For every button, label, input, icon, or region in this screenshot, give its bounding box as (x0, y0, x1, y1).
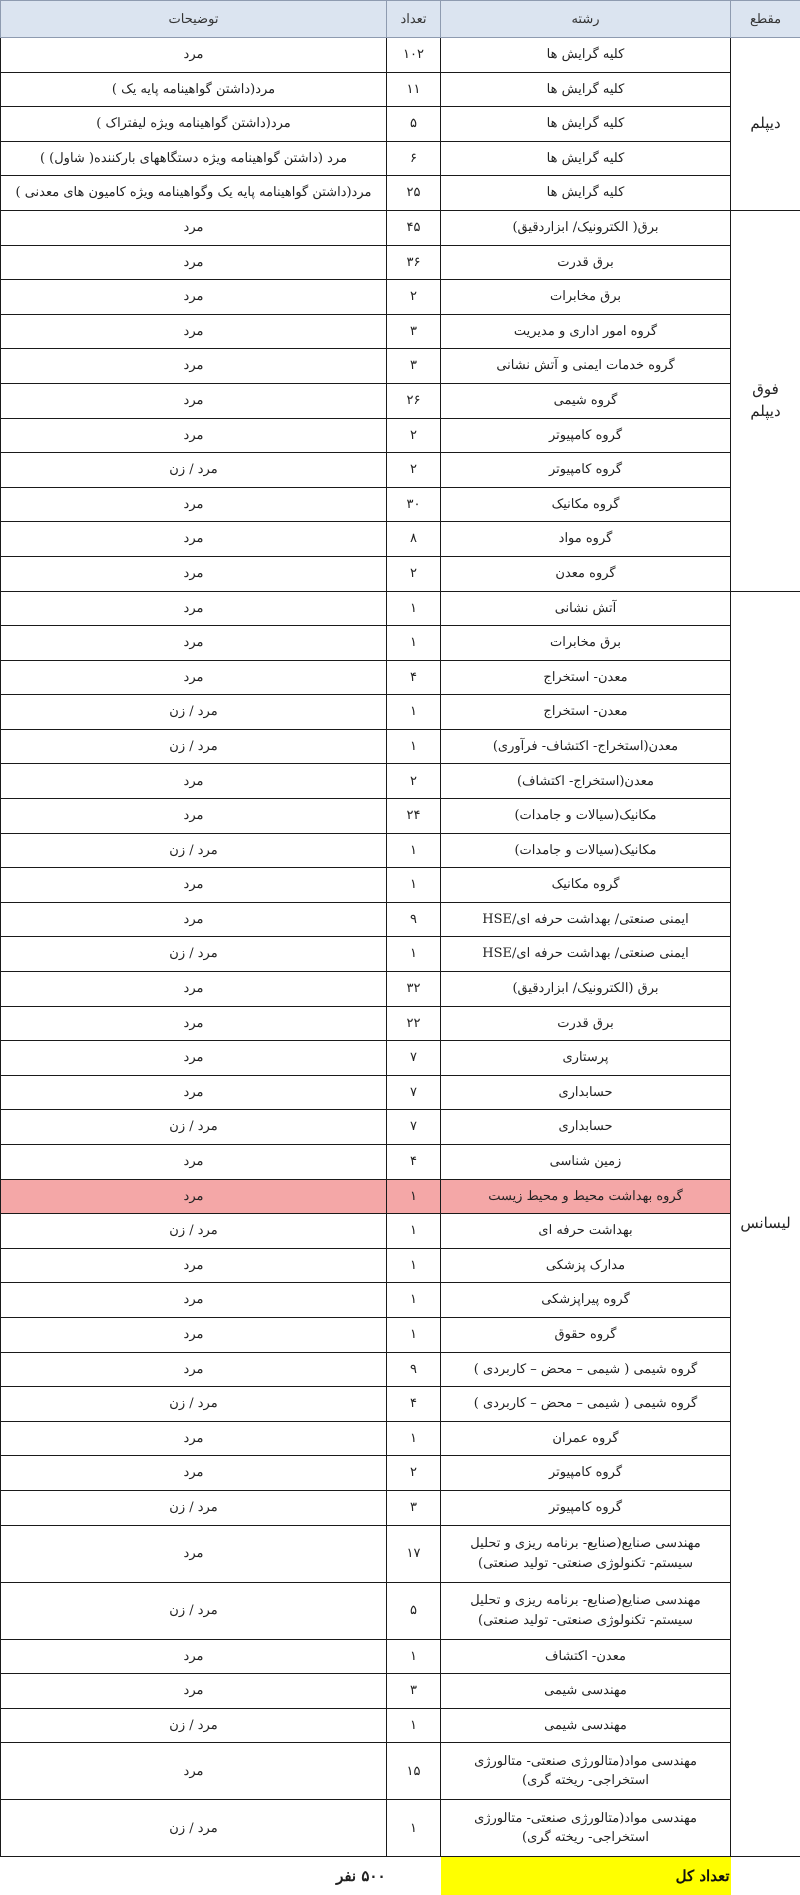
major-cell: گروه خدمات ایمنی و آتش نشانی (441, 349, 731, 384)
table-row (1, 314, 800, 349)
table-row (1, 1582, 800, 1639)
description-cell: مرد (1, 210, 387, 245)
major-cell: کلیه گرایش ها (441, 176, 731, 211)
description-cell: مرد (1, 1075, 387, 1110)
major-cell: بهداشت حرفه ای (441, 1214, 731, 1249)
description-cell: مرد (1, 1006, 387, 1041)
description-cell: مرد (1, 1421, 387, 1456)
table-row (1, 176, 800, 211)
description-cell: مرد / زن (1, 1214, 387, 1249)
table-row (1, 1525, 800, 1582)
table-row (1, 1317, 800, 1352)
level-cell: لیسانس (731, 591, 800, 1857)
description-cell: مرد (1, 1317, 387, 1352)
description-cell: مرد (1, 1525, 387, 1582)
total-level-spacer (731, 1857, 800, 1895)
major-cell: مهندسی صنایع(صنایع- برنامه ریزی و تحلیل سیستم- تکنولوژی صنعتی- تولید صنعتی) (441, 1582, 731, 1639)
description-cell: مرد (1, 902, 387, 937)
count-cell: ۱ (387, 868, 441, 903)
description-cell: مرد (1, 799, 387, 834)
count-cell: ۸ (387, 522, 441, 557)
major-cell: گروه پیراپزشکی (441, 1283, 731, 1318)
count-cell: ۱ (387, 1639, 441, 1674)
table-row (1, 868, 800, 903)
major-cell: گروه مکانیک (441, 868, 731, 903)
description-cell: مرد / زن (1, 1800, 387, 1857)
count-cell: ۱ (387, 695, 441, 730)
table-row (1, 1674, 800, 1709)
major-cell: کلیه گرایش ها (441, 107, 731, 142)
count-cell: ۷ (387, 1075, 441, 1110)
table-row (1, 1179, 800, 1214)
table-row (1, 141, 800, 176)
description-cell: مرد (1, 1674, 387, 1709)
count-cell: ۶ (387, 141, 441, 176)
total-value: ۵۰۰ نفر (1, 1857, 387, 1895)
count-cell: ۷ (387, 1041, 441, 1076)
description-cell: مرد (1, 1743, 387, 1800)
major-cell: گروه امور اداری و مدیریت (441, 314, 731, 349)
description-cell: مرد (داشتن گواهینامه ویژه دستگاههای بارکننده( شاول) ) (1, 141, 387, 176)
major-cell: معدن(استخراج- اکتشاف- فرآوری) (441, 729, 731, 764)
count-cell: ۲ (387, 556, 441, 591)
major-cell: گروه کامپیوتر (441, 453, 731, 488)
major-cell: زمین شناسی (441, 1145, 731, 1180)
major-cell: گروه شیمی ( شیمی – محض – کاربردی ) (441, 1352, 731, 1387)
major-cell: معدن- استخراج (441, 695, 731, 730)
table-row (1, 280, 800, 315)
count-cell: ۳۲ (387, 972, 441, 1007)
count-cell: ۲ (387, 453, 441, 488)
count-cell: ۱ (387, 729, 441, 764)
major-cell: آتش نشانی (441, 591, 731, 626)
table-row (1, 487, 800, 522)
major-cell: گروه شیمی (441, 383, 731, 418)
description-cell: مرد (1, 487, 387, 522)
description-cell: مرد (1, 1041, 387, 1076)
major-cell: برق قدرت (441, 245, 731, 280)
major-cell: ایمنی صنعتی/ بهداشت حرفه ای/HSE (441, 902, 731, 937)
count-cell: ۱ (387, 1179, 441, 1214)
description-cell: مرد (1, 1456, 387, 1491)
major-cell: گروه شیمی ( شیمی – محض – کاربردی ) (441, 1387, 731, 1422)
table-row (1, 72, 800, 107)
table-row (1, 1145, 800, 1180)
total-row (1, 1857, 800, 1895)
table-row (1, 418, 800, 453)
major-cell: کلیه گرایش ها (441, 72, 731, 107)
table-row (1, 937, 800, 972)
description-cell: مرد (1, 314, 387, 349)
major-cell: کلیه گرایش ها (441, 38, 731, 73)
table-footer (1, 1857, 800, 1895)
count-cell: ۲ (387, 764, 441, 799)
table-row (1, 1075, 800, 1110)
table-row (1, 1006, 800, 1041)
table-row (1, 1800, 800, 1857)
table-row (1, 107, 800, 142)
count-cell: ۲۴ (387, 799, 441, 834)
table-row (1, 1421, 800, 1456)
description-cell: مرد (1, 418, 387, 453)
total-count-spacer (387, 1857, 441, 1895)
description-cell: مرد (1, 383, 387, 418)
count-cell: ۵ (387, 107, 441, 142)
description-cell: مرد / زن (1, 1490, 387, 1525)
description-cell: مرد / زن (1, 453, 387, 488)
count-cell: ۱۱ (387, 72, 441, 107)
table-row (1, 1110, 800, 1145)
level-cell: دیپلم (731, 38, 800, 211)
table-row (1, 695, 800, 730)
count-cell: ۱۰۲ (387, 38, 441, 73)
description-cell: مرد / زن (1, 1582, 387, 1639)
major-cell: برق قدرت (441, 1006, 731, 1041)
count-cell: ۳ (387, 349, 441, 384)
table-row (1, 1214, 800, 1249)
description-cell: مرد (1, 522, 387, 557)
description-cell: مرد / زن (1, 833, 387, 868)
description-cell: مرد (1, 245, 387, 280)
header-count: تعداد (387, 1, 441, 38)
major-cell: مهندسی صنایع(صنایع- برنامه ریزی و تحلیل سیستم- تکنولوژی صنعتی- تولید صنعتی) (441, 1525, 731, 1582)
description-cell: مرد (1, 660, 387, 695)
major-cell: مدارک پزشکی (441, 1248, 731, 1283)
table-row (1, 556, 800, 591)
count-cell: ۹ (387, 902, 441, 937)
table-row (1, 1743, 800, 1800)
major-cell: پرستاری (441, 1041, 731, 1076)
description-cell: مرد / زن (1, 695, 387, 730)
description-cell: مرد / زن (1, 729, 387, 764)
count-cell: ۹ (387, 1352, 441, 1387)
description-cell: مرد / زن (1, 1387, 387, 1422)
table-row (1, 1639, 800, 1674)
table-row (1, 245, 800, 280)
table-row (1, 1041, 800, 1076)
description-cell: مرد(داشتن گواهینامه ویژه لیفتراک ) (1, 107, 387, 142)
level-cell: فوق دیپلم (731, 210, 800, 591)
count-cell: ۱ (387, 1248, 441, 1283)
description-cell: مرد (1, 764, 387, 799)
count-cell: ۲ (387, 280, 441, 315)
description-cell: مرد / زن (1, 937, 387, 972)
description-cell: مرد (1, 556, 387, 591)
count-cell: ۲۶ (387, 383, 441, 418)
description-cell: مرد (1, 1283, 387, 1318)
description-cell: مرد(داشتن گواهینامه پایه یک ) (1, 72, 387, 107)
header-description: توضیحات (1, 1, 387, 38)
major-cell: برق (الکترونیک/ ابزاردقیق) (441, 972, 731, 1007)
major-cell: مکانیک(سیالات و جامدات) (441, 799, 731, 834)
count-cell: ۷ (387, 1110, 441, 1145)
description-cell: مرد (1, 1145, 387, 1180)
major-cell: گروه معدن (441, 556, 731, 591)
count-cell: ۳ (387, 314, 441, 349)
major-cell: برق( الکترونیک/ ابزاردقیق) (441, 210, 731, 245)
description-cell: مرد (1, 38, 387, 73)
major-cell: گروه مواد (441, 522, 731, 557)
table-row (1, 1283, 800, 1318)
count-cell: ۲ (387, 418, 441, 453)
table-row (1, 1387, 800, 1422)
table-header (1, 1, 800, 38)
table-row (1, 522, 800, 557)
table-row (1, 660, 800, 695)
major-cell: مهندسی شیمی (441, 1708, 731, 1743)
description-cell: مرد(داشتن گواهینامه پایه یک وگواهینامه ویژه کامیون های معدنی ) (1, 176, 387, 211)
description-cell: مرد (1, 280, 387, 315)
major-cell: گروه کامپیوتر (441, 1456, 731, 1491)
table-row (1, 210, 800, 245)
description-cell: مرد (1, 972, 387, 1007)
count-cell: ۱ (387, 1214, 441, 1249)
description-cell: مرد (1, 1248, 387, 1283)
description-cell: مرد / زن (1, 1110, 387, 1145)
table-row (1, 38, 800, 73)
major-cell: برق مخابرات (441, 626, 731, 661)
count-cell: ۴ (387, 1387, 441, 1422)
major-cell: مهندسی شیمی (441, 1674, 731, 1709)
count-cell: ۱ (387, 1421, 441, 1456)
count-cell: ۲۵ (387, 176, 441, 211)
description-cell: مرد (1, 591, 387, 626)
count-cell: ۱ (387, 1317, 441, 1352)
count-cell: ۱۵ (387, 1743, 441, 1800)
major-cell: مهندسی مواد(متالورژی صنعتی- متالورژی استخراجی- ریخته گری) (441, 1800, 731, 1857)
count-cell: ۲۲ (387, 1006, 441, 1041)
count-cell: ۱ (387, 937, 441, 972)
major-cell: برق مخابرات (441, 280, 731, 315)
header-level: مقطع (731, 1, 800, 38)
description-cell: مرد (1, 349, 387, 384)
count-cell: ۴ (387, 660, 441, 695)
major-cell: معدن(استخراج- اکتشاف) (441, 764, 731, 799)
description-cell: مرد (1, 1352, 387, 1387)
major-cell: گروه بهداشت محیط و محیط زیست (441, 1179, 731, 1214)
major-cell: گروه مکانیک (441, 487, 731, 522)
major-cell: معدن- اکتشاف (441, 1639, 731, 1674)
count-cell: ۱ (387, 1283, 441, 1318)
major-cell: مکانیک(سیالات و جامدات) (441, 833, 731, 868)
table-row (1, 799, 800, 834)
table-row (1, 972, 800, 1007)
count-cell: ۱۷ (387, 1525, 441, 1582)
table-row (1, 383, 800, 418)
table-row (1, 902, 800, 937)
major-cell: کلیه گرایش ها (441, 141, 731, 176)
major-cell: گروه کامپیوتر (441, 1490, 731, 1525)
count-cell: ۱ (387, 1708, 441, 1743)
major-cell: مهندسی مواد(متالورژی صنعتی- متالورژی استخراجی- ریخته گری) (441, 1743, 731, 1800)
header-major: رشته (441, 1, 731, 38)
count-cell: ۳۰ (387, 487, 441, 522)
table-row (1, 349, 800, 384)
major-cell: ایمنی صنعتی/ بهداشت حرفه ای/HSE (441, 937, 731, 972)
major-cell: گروه عمران (441, 1421, 731, 1456)
count-cell: ۱ (387, 1800, 441, 1857)
major-cell: گروه کامپیوتر (441, 418, 731, 453)
table-row (1, 833, 800, 868)
count-cell: ۴ (387, 1145, 441, 1180)
count-cell: ۲ (387, 1456, 441, 1491)
table-row (1, 1456, 800, 1491)
description-cell: مرد (1, 626, 387, 661)
count-cell: ۱ (387, 626, 441, 661)
major-cell: گروه حقوق (441, 1317, 731, 1352)
table-row (1, 1490, 800, 1525)
count-cell: ۳ (387, 1674, 441, 1709)
major-cell: معدن- استخراج (441, 660, 731, 695)
header-row (1, 1, 800, 38)
description-cell: مرد / زن (1, 1708, 387, 1743)
table-row (1, 1248, 800, 1283)
description-cell: مرد (1, 1179, 387, 1214)
table-row (1, 1708, 800, 1743)
table-row (1, 764, 800, 799)
count-cell: ۱ (387, 833, 441, 868)
table-row (1, 626, 800, 661)
count-cell: ۳ (387, 1490, 441, 1525)
table-row (1, 453, 800, 488)
table-row (1, 591, 800, 626)
description-cell: مرد (1, 868, 387, 903)
count-cell: ۱ (387, 591, 441, 626)
total-label: تعداد کل (441, 1857, 731, 1895)
description-cell: مرد (1, 1639, 387, 1674)
table-row (1, 1352, 800, 1387)
count-cell: ۴۵ (387, 210, 441, 245)
table-body (1, 38, 800, 1857)
count-cell: ۵ (387, 1582, 441, 1639)
table-row (1, 729, 800, 764)
major-cell: حسابداری (441, 1075, 731, 1110)
major-cell: حسابداری (441, 1110, 731, 1145)
count-cell: ۳۶ (387, 245, 441, 280)
